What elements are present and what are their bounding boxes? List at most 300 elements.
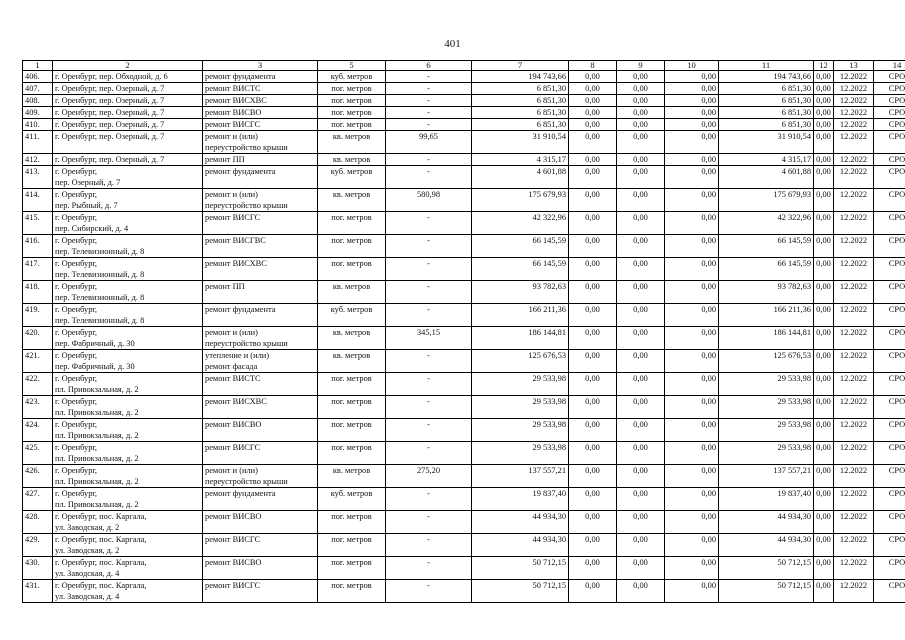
col11-cell: 50 712,15 — [719, 580, 814, 603]
method-cell: СРО — [874, 95, 905, 107]
col10-cell: 0,00 — [665, 465, 719, 488]
work-type-cell — [203, 373, 318, 396]
date-cell: 12.2022 — [834, 373, 874, 396]
address-cell-line: ул. Заводская, д. 4 — [55, 592, 120, 601]
col10-cell: 0,00 — [665, 235, 719, 258]
work-type-cell — [203, 465, 318, 488]
address-cell — [53, 511, 203, 534]
address-cell — [53, 212, 203, 235]
work-type-cell — [203, 327, 318, 350]
address-cell-line: г. Оренбург, пер. Озерный, д. 7 — [55, 155, 165, 164]
work-type-cell — [203, 511, 318, 534]
quantity-cell: - — [386, 212, 472, 235]
col12-cell: 0,00 — [814, 131, 834, 154]
table-row — [23, 235, 905, 258]
total-cost-cell: 44 934,30 — [472, 511, 569, 534]
total-cost-cell: 175 679,93 — [472, 189, 569, 212]
col8-cell: 0,00 — [569, 281, 617, 304]
col10-cell: 0,00 — [665, 166, 719, 189]
col9-cell: 0,00 — [617, 107, 665, 119]
total-cost-cell: 4 601,88 — [472, 166, 569, 189]
col8-cell: 0,00 — [569, 166, 617, 189]
col12-cell: 0,00 — [814, 488, 834, 511]
table-row — [23, 419, 905, 442]
method-cell: СРО — [874, 131, 905, 154]
col12-cell: 0,00 — [814, 580, 834, 603]
work-type-cell — [203, 304, 318, 327]
col11-cell: 66 145,59 — [719, 235, 814, 258]
col8-cell: 0,00 — [569, 419, 617, 442]
quantity-cell: - — [386, 107, 472, 119]
col9-cell: 0,00 — [617, 488, 665, 511]
address-cell — [53, 154, 203, 166]
col9-cell: 0,00 — [617, 350, 665, 373]
date-cell: 12.2022 — [834, 281, 874, 304]
col11-cell: 4 601,88 — [719, 166, 814, 189]
col8-cell: 0,00 — [569, 83, 617, 95]
work-type-cell-line: ремонт ВИСВО — [205, 420, 262, 429]
total-cost-cell: 50 712,15 — [472, 557, 569, 580]
col9-cell: 0,00 — [617, 419, 665, 442]
address-cell-line: пер. Фабричный, д. 30 — [55, 362, 135, 371]
table-row — [23, 154, 905, 166]
column-number: 7 — [472, 61, 569, 71]
total-cost-cell: 19 837,40 — [472, 488, 569, 511]
address-cell-line: г. Оренбург, — [55, 397, 98, 406]
work-type-cell-line: ремонт ВИСГС — [205, 443, 261, 452]
unit-cell: кв. метров — [318, 327, 386, 350]
col8-cell: 0,00 — [569, 557, 617, 580]
quantity-cell: - — [386, 83, 472, 95]
col10-cell: 0,00 — [665, 95, 719, 107]
work-type-cell-line: ремонт фасада — [205, 362, 258, 371]
date-cell: 12.2022 — [834, 580, 874, 603]
col12-cell: 0,00 — [814, 189, 834, 212]
method-cell: СРО — [874, 154, 905, 166]
address-cell-line: г. Оренбург, — [55, 167, 98, 176]
method-cell: СРО — [874, 396, 905, 419]
table-row — [23, 557, 905, 580]
col10-cell: 0,00 — [665, 557, 719, 580]
col11-cell: 29 533,98 — [719, 419, 814, 442]
col12-cell: 0,00 — [814, 281, 834, 304]
total-cost-cell: 6 851,30 — [472, 83, 569, 95]
work-type-cell — [203, 235, 318, 258]
unit-cell: пог. метров — [318, 119, 386, 131]
address-cell-line: пер. Рыбный, д. 7 — [55, 201, 118, 210]
date-cell: 12.2022 — [834, 465, 874, 488]
total-cost-cell: 50 712,15 — [472, 580, 569, 603]
quantity-cell: - — [386, 166, 472, 189]
work-type-cell — [203, 107, 318, 119]
quantity-cell: 345,15 — [386, 327, 472, 350]
address-cell-line: г. Оренбург, — [55, 489, 98, 498]
address-cell-line: г. Оренбург, — [55, 259, 98, 268]
quantity-cell: - — [386, 350, 472, 373]
address-cell-line: ул. Заводская, д. 2 — [55, 523, 120, 532]
row-number: 421. — [23, 350, 53, 373]
col8-cell: 0,00 — [569, 189, 617, 212]
col9-cell: 0,00 — [617, 83, 665, 95]
address-cell — [53, 107, 203, 119]
row-number: 416. — [23, 235, 53, 258]
col8-cell: 0,00 — [569, 580, 617, 603]
col12-cell: 0,00 — [814, 154, 834, 166]
capital-repair-table — [22, 60, 905, 603]
col11-cell: 6 851,30 — [719, 95, 814, 107]
method-cell: СРО — [874, 281, 905, 304]
total-cost-cell: 42 322,96 — [472, 212, 569, 235]
address-cell — [53, 235, 203, 258]
method-cell: СРО — [874, 166, 905, 189]
address-cell-line: г. Оренбург, пер. Озерный, д. 7 — [55, 120, 165, 129]
address-cell-line: г. Оренбург, — [55, 190, 98, 199]
col10-cell: 0,00 — [665, 373, 719, 396]
col11-cell: 186 144,81 — [719, 327, 814, 350]
col12-cell: 0,00 — [814, 442, 834, 465]
col10-cell: 0,00 — [665, 189, 719, 212]
date-cell: 12.2022 — [834, 511, 874, 534]
col11-cell: 44 934,30 — [719, 511, 814, 534]
row-number: 409. — [23, 107, 53, 119]
table-row — [23, 281, 905, 304]
address-cell-line: пл. Привокзальная, д. 2 — [55, 408, 139, 417]
work-type-cell-line: переустройство крыши — [205, 477, 288, 486]
col9-cell: 0,00 — [617, 119, 665, 131]
method-cell: СРО — [874, 83, 905, 95]
address-cell — [53, 83, 203, 95]
work-type-cell-line: ремонт ПП — [205, 282, 245, 291]
address-cell — [53, 95, 203, 107]
address-cell-line: пл. Привокзальная, д. 2 — [55, 431, 139, 440]
col12-cell: 0,00 — [814, 350, 834, 373]
col10-cell: 0,00 — [665, 488, 719, 511]
col11-cell: 19 837,40 — [719, 488, 814, 511]
quantity-cell: - — [386, 580, 472, 603]
date-cell: 12.2022 — [834, 350, 874, 373]
col10-cell: 0,00 — [665, 396, 719, 419]
col8-cell: 0,00 — [569, 131, 617, 154]
row-number: 415. — [23, 212, 53, 235]
column-number: 5 — [318, 61, 386, 71]
table-row — [23, 396, 905, 419]
method-cell: СРО — [874, 258, 905, 281]
col9-cell: 0,00 — [617, 212, 665, 235]
col10-cell: 0,00 — [665, 281, 719, 304]
col9-cell: 0,00 — [617, 154, 665, 166]
date-cell: 12.2022 — [834, 95, 874, 107]
row-number: 428. — [23, 511, 53, 534]
col10-cell: 0,00 — [665, 511, 719, 534]
method-cell: СРО — [874, 419, 905, 442]
quantity-cell: 580,98 — [386, 189, 472, 212]
unit-cell: пог. метров — [318, 419, 386, 442]
work-type-cell — [203, 534, 318, 557]
col10-cell: 0,00 — [665, 327, 719, 350]
method-cell: СРО — [874, 304, 905, 327]
col11-cell: 50 712,15 — [719, 557, 814, 580]
quantity-cell: - — [386, 95, 472, 107]
address-cell-line: ул. Заводская, д. 2 — [55, 546, 120, 555]
work-type-cell-line: ремонт ВИСХВС — [205, 96, 267, 105]
col9-cell: 0,00 — [617, 327, 665, 350]
work-type-cell-line: ремонт ВИСХВС — [205, 397, 267, 406]
work-type-cell — [203, 281, 318, 304]
table-row — [23, 465, 905, 488]
column-number: 1 — [23, 61, 53, 71]
row-number: 425. — [23, 442, 53, 465]
unit-cell: пог. метров — [318, 212, 386, 235]
col9-cell: 0,00 — [617, 465, 665, 488]
row-number: 429. — [23, 534, 53, 557]
method-cell: СРО — [874, 119, 905, 131]
col8-cell: 0,00 — [569, 396, 617, 419]
row-number: 427. — [23, 488, 53, 511]
address-cell-line: пер. Озерный, д. 7 — [55, 178, 121, 187]
work-type-cell-line: ремонт ВИСГС — [205, 120, 261, 129]
row-number: 423. — [23, 396, 53, 419]
row-number: 408. — [23, 95, 53, 107]
row-number: 417. — [23, 258, 53, 281]
address-cell-line: пер. Телевизионный, д. 8 — [55, 247, 145, 256]
col8-cell: 0,00 — [569, 373, 617, 396]
method-cell: СРО — [874, 71, 905, 83]
method-cell: СРО — [874, 107, 905, 119]
total-cost-cell: 166 211,36 — [472, 304, 569, 327]
work-type-cell-line: ремонт фундамента — [205, 305, 276, 314]
col9-cell: 0,00 — [617, 281, 665, 304]
work-type-cell-line: ремонт ВИСТС — [205, 374, 261, 383]
address-cell-line: г. Оренбург, — [55, 443, 98, 452]
col10-cell: 0,00 — [665, 154, 719, 166]
unit-cell: пог. метров — [318, 396, 386, 419]
work-type-cell-line: ремонт ВИСВО — [205, 558, 262, 567]
quantity-cell: - — [386, 304, 472, 327]
quantity-cell: 99,65 — [386, 131, 472, 154]
address-cell-line: г. Оренбург, пос. Каргала, — [55, 512, 147, 521]
address-cell-line: пл. Привокзальная, д. 2 — [55, 477, 139, 486]
method-cell: СРО — [874, 557, 905, 580]
work-type-cell-line: переустройство крыши — [205, 339, 288, 348]
address-cell-line: г. Оренбург, пер. Озерный, д. 7 — [55, 132, 165, 141]
work-type-cell — [203, 119, 318, 131]
row-number: 426. — [23, 465, 53, 488]
work-type-cell — [203, 189, 318, 212]
quantity-cell: - — [386, 488, 472, 511]
column-number: 6 — [386, 61, 472, 71]
date-cell: 12.2022 — [834, 154, 874, 166]
table-row — [23, 71, 905, 83]
col8-cell: 0,00 — [569, 465, 617, 488]
quantity-cell: - — [386, 154, 472, 166]
col8-cell: 0,00 — [569, 488, 617, 511]
col11-cell: 194 743,66 — [719, 71, 814, 83]
col9-cell: 0,00 — [617, 442, 665, 465]
col8-cell: 0,00 — [569, 258, 617, 281]
address-cell-line: г. Оренбург, пер. Озерный, д. 7 — [55, 84, 165, 93]
work-type-cell-line: ремонт ВИСВО — [205, 512, 262, 521]
col10-cell: 0,00 — [665, 258, 719, 281]
column-number: 10 — [665, 61, 719, 71]
unit-cell: пог. метров — [318, 107, 386, 119]
quantity-cell: - — [386, 71, 472, 83]
address-cell — [53, 258, 203, 281]
address-cell-line: пер. Сибирский, д. 4 — [55, 224, 129, 233]
quantity-cell: - — [386, 442, 472, 465]
col10-cell: 0,00 — [665, 419, 719, 442]
table-row — [23, 212, 905, 235]
work-type-cell-line: ремонт ВИСВО — [205, 108, 262, 117]
col9-cell: 0,00 — [617, 534, 665, 557]
total-cost-cell: 66 145,59 — [472, 235, 569, 258]
quantity-cell: - — [386, 373, 472, 396]
row-number: 419. — [23, 304, 53, 327]
col12-cell: 0,00 — [814, 258, 834, 281]
unit-cell: пог. метров — [318, 534, 386, 557]
work-type-cell — [203, 488, 318, 511]
unit-cell: куб. метров — [318, 166, 386, 189]
col12-cell: 0,00 — [814, 166, 834, 189]
address-cell-line: г. Оренбург, — [55, 213, 98, 222]
work-type-cell-line: ремонт ПП — [205, 155, 245, 164]
row-number: 413. — [23, 166, 53, 189]
unit-cell: пог. метров — [318, 95, 386, 107]
row-number: 430. — [23, 557, 53, 580]
table-row — [23, 166, 905, 189]
work-type-cell — [203, 131, 318, 154]
col11-cell: 44 934,30 — [719, 534, 814, 557]
work-type-cell-line: ремонт ВИСТС — [205, 84, 261, 93]
col10-cell: 0,00 — [665, 107, 719, 119]
work-type-cell — [203, 419, 318, 442]
row-number: 412. — [23, 154, 53, 166]
col9-cell: 0,00 — [617, 373, 665, 396]
date-cell: 12.2022 — [834, 83, 874, 95]
work-type-cell-line: переустройство крыши — [205, 201, 288, 210]
unit-cell: кв. метров — [318, 281, 386, 304]
work-type-cell — [203, 442, 318, 465]
col10-cell: 0,00 — [665, 83, 719, 95]
unit-cell: кв. метров — [318, 189, 386, 212]
date-cell: 12.2022 — [834, 166, 874, 189]
col8-cell: 0,00 — [569, 212, 617, 235]
column-number: 12 — [814, 61, 834, 71]
address-cell — [53, 465, 203, 488]
work-type-cell-line: ремонт и (или) — [205, 132, 258, 141]
method-cell: СРО — [874, 580, 905, 603]
col12-cell: 0,00 — [814, 71, 834, 83]
table-row — [23, 107, 905, 119]
unit-cell: куб. метров — [318, 71, 386, 83]
unit-cell: пог. метров — [318, 235, 386, 258]
column-number: 13 — [834, 61, 874, 71]
address-cell-line: г. Оренбург, — [55, 236, 98, 245]
col12-cell: 0,00 — [814, 235, 834, 258]
unit-cell: пог. метров — [318, 373, 386, 396]
date-cell: 12.2022 — [834, 419, 874, 442]
date-cell: 12.2022 — [834, 235, 874, 258]
work-type-cell-line: утепление и (или) — [205, 351, 270, 360]
col11-cell: 6 851,30 — [719, 107, 814, 119]
address-cell-line: г. Оренбург, пос. Каргала, — [55, 558, 147, 567]
method-cell: СРО — [874, 373, 905, 396]
row-number: 431. — [23, 580, 53, 603]
address-cell-line: пл. Привокзальная, д. 2 — [55, 385, 139, 394]
quantity-cell: - — [386, 557, 472, 580]
total-cost-cell: 186 144,81 — [472, 327, 569, 350]
method-cell: СРО — [874, 488, 905, 511]
column-number: 8 — [569, 61, 617, 71]
table-row — [23, 350, 905, 373]
date-cell: 12.2022 — [834, 557, 874, 580]
table-row — [23, 304, 905, 327]
work-type-cell — [203, 166, 318, 189]
unit-cell: куб. метров — [318, 488, 386, 511]
method-cell: СРО — [874, 465, 905, 488]
unit-cell: куб. метров — [318, 304, 386, 327]
table-row — [23, 511, 905, 534]
address-cell — [53, 327, 203, 350]
col8-cell: 0,00 — [569, 442, 617, 465]
col9-cell: 0,00 — [617, 580, 665, 603]
date-cell: 12.2022 — [834, 258, 874, 281]
table-row — [23, 258, 905, 281]
col12-cell: 0,00 — [814, 107, 834, 119]
col11-cell: 66 145,59 — [719, 258, 814, 281]
address-cell-line: г. Оренбург, пер. Озерный, д. 7 — [55, 108, 165, 117]
col9-cell: 0,00 — [617, 557, 665, 580]
address-cell — [53, 534, 203, 557]
table-row — [23, 442, 905, 465]
col9-cell: 0,00 — [617, 396, 665, 419]
col8-cell: 0,00 — [569, 327, 617, 350]
col12-cell: 0,00 — [814, 119, 834, 131]
work-type-cell-line: ремонт ВИСГС — [205, 213, 261, 222]
method-cell: СРО — [874, 235, 905, 258]
address-cell — [53, 396, 203, 419]
col12-cell: 0,00 — [814, 212, 834, 235]
column-number: 3 — [203, 61, 318, 71]
work-type-cell-line: ремонт и (или) — [205, 466, 258, 475]
work-type-cell — [203, 83, 318, 95]
address-cell — [53, 166, 203, 189]
address-cell-line: пл. Привокзальная, д. 2 — [55, 454, 139, 463]
col12-cell: 0,00 — [814, 557, 834, 580]
address-cell-line: пл. Привокзальная, д. 2 — [55, 500, 139, 509]
column-number: 9 — [617, 61, 665, 71]
method-cell: СРО — [874, 534, 905, 557]
col10-cell: 0,00 — [665, 534, 719, 557]
total-cost-cell: 4 315,17 — [472, 154, 569, 166]
total-cost-cell: 29 533,98 — [472, 442, 569, 465]
col9-cell: 0,00 — [617, 189, 665, 212]
work-type-cell-line: ремонт и (или) — [205, 190, 258, 199]
col11-cell: 31 910,54 — [719, 131, 814, 154]
table-body — [23, 61, 905, 603]
address-cell — [53, 373, 203, 396]
method-cell: СРО — [874, 327, 905, 350]
col9-cell: 0,00 — [617, 235, 665, 258]
col9-cell: 0,00 — [617, 304, 665, 327]
address-cell — [53, 131, 203, 154]
date-cell: 12.2022 — [834, 327, 874, 350]
col12-cell: 0,00 — [814, 534, 834, 557]
unit-cell: кв. метров — [318, 350, 386, 373]
column-number-row — [23, 61, 905, 71]
col12-cell: 0,00 — [814, 396, 834, 419]
total-cost-cell: 6 851,30 — [472, 95, 569, 107]
col11-cell: 29 533,98 — [719, 396, 814, 419]
